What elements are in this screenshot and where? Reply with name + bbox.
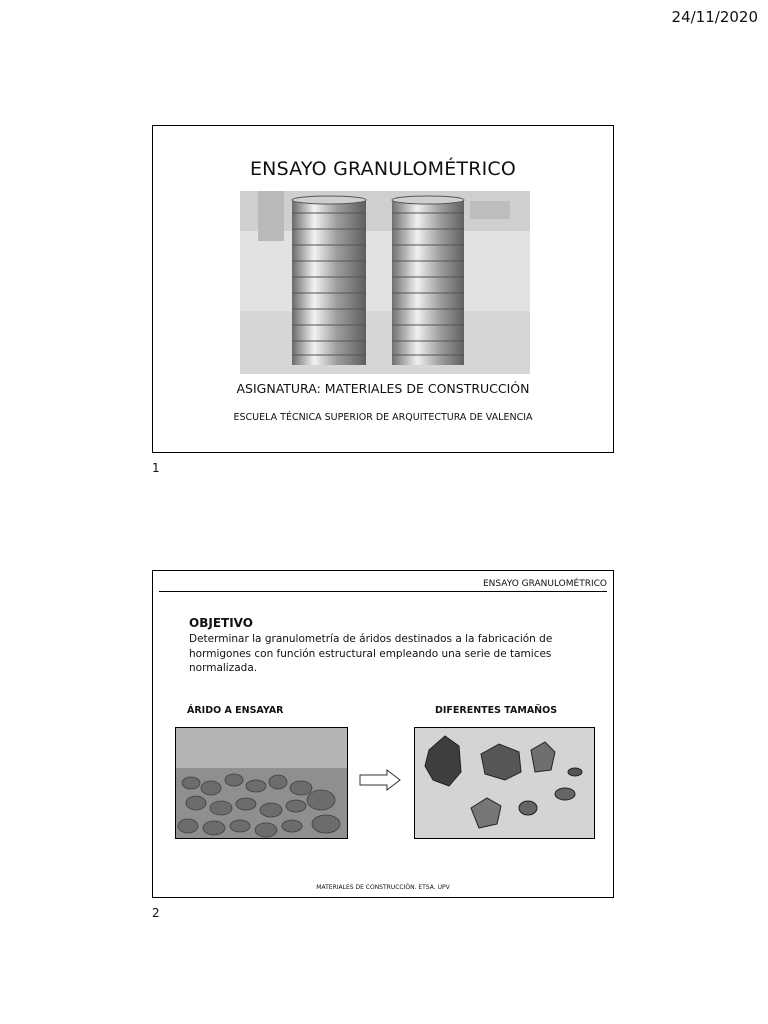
slide-2-footer: MATERIALES DE CONSTRUCCIÓN. ETSA. UPV [316, 884, 450, 891]
arrow-right-icon [359, 769, 401, 791]
slide-2-header: ENSAYO GRANULOMÉTRICO [482, 579, 607, 589]
objective-title: OBJETIVO [189, 616, 253, 630]
print-date: 24/11/2020 [671, 8, 758, 26]
sieve-stack-photo [240, 191, 530, 374]
header-divider [159, 591, 607, 592]
sizes-label: DIFERENTES TAMAÑOS [435, 705, 558, 716]
slide-1-subject: ASIGNATURA: MATERIALES DE CONSTRUCCIÓN [236, 381, 530, 396]
slide-1-school: ESCUELA TÉCNICA SUPERIOR DE ARQUITECTURA DE VALENCIA [233, 412, 533, 423]
objective-text: Determinar la granulometría de áridos destinados a la fabricación de hormigones con función estructural empleando una serie de tamices normalizada. [189, 633, 553, 674]
slide-1 [152, 125, 614, 453]
slide-2-number: 2 [152, 906, 160, 920]
slide-1-title: ENSAYO GRANULOMÉTRICO [249, 158, 517, 180]
aggregate-pile-photo [175, 727, 348, 839]
slide-2 [152, 570, 614, 898]
aggregate-sizes-photo [414, 727, 595, 839]
slide-1-number: 1 [152, 461, 160, 475]
aggregate-label: ÁRIDO A ENSAYAR [187, 705, 284, 716]
